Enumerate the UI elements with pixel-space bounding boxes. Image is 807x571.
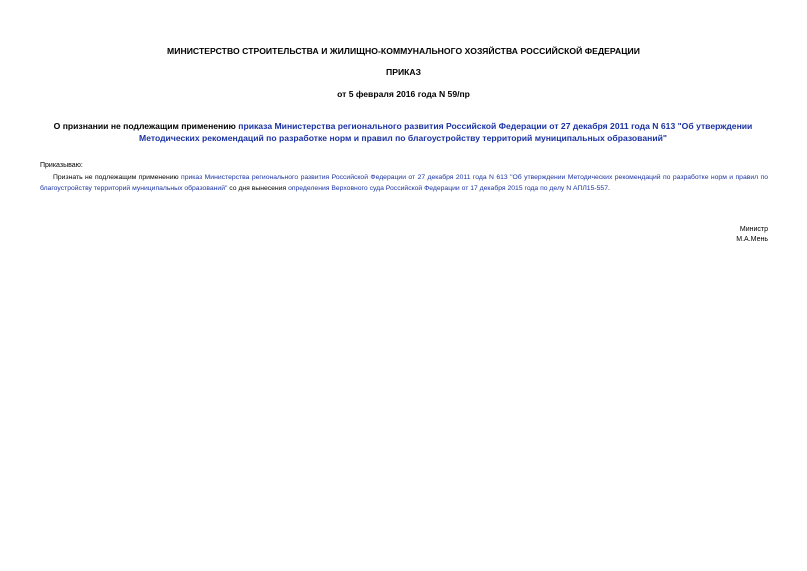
order-body [40, 172, 768, 194]
signature-block [736, 225, 768, 245]
body-text-prefix: Признать не подлежащим применению [53, 174, 182, 181]
body-text-end: . [607, 185, 610, 192]
subject-prefix: О признании не подлежащим применению [53, 121, 239, 131]
doc-type-heading: ПРИКАЗ [386, 67, 421, 77]
order-subject [38, 120, 768, 144]
subject-order-link[interactable]: приказа Министерства регионального развития Российской Федерации от 27 декабря 2011 года N 613 "Об утверждении Методических рекомендаций по разработке норм и правил по благоустройству территорий муниципальных образований" [139, 121, 753, 143]
ministry-heading: МИНИСТЕРСТВО СТРОИТЕЛЬСТВА И ЖИЛИЩНО-КОММУНАЛЬНОГО ХОЗЯЙСТВА РОССИЙСКОЙ ФЕДЕРАЦИИ [167, 46, 640, 56]
body-text-middle: со дня вынесения [227, 185, 289, 192]
order-date-number: от 5 февраля 2016 года N 59/пр [337, 89, 470, 99]
court-ruling-link[interactable]: определения Верховного суда Российской Федерации от 17 декабря 2015 года по делу N АПЛ15-557 [288, 185, 608, 192]
signatory-name: М.А.Мень [736, 236, 768, 243]
orders-label: Приказываю: [40, 162, 83, 169]
signatory-position: Министр [739, 226, 768, 233]
body-order-link[interactable]: приказ Министерства регионального развития Российской Федерации от 27 декабря 2011 года N 613 "Об утверждении Методических рекомендаций по разработке норм и правил по благоустройству территорий муниципальных образований" [40, 174, 768, 192]
